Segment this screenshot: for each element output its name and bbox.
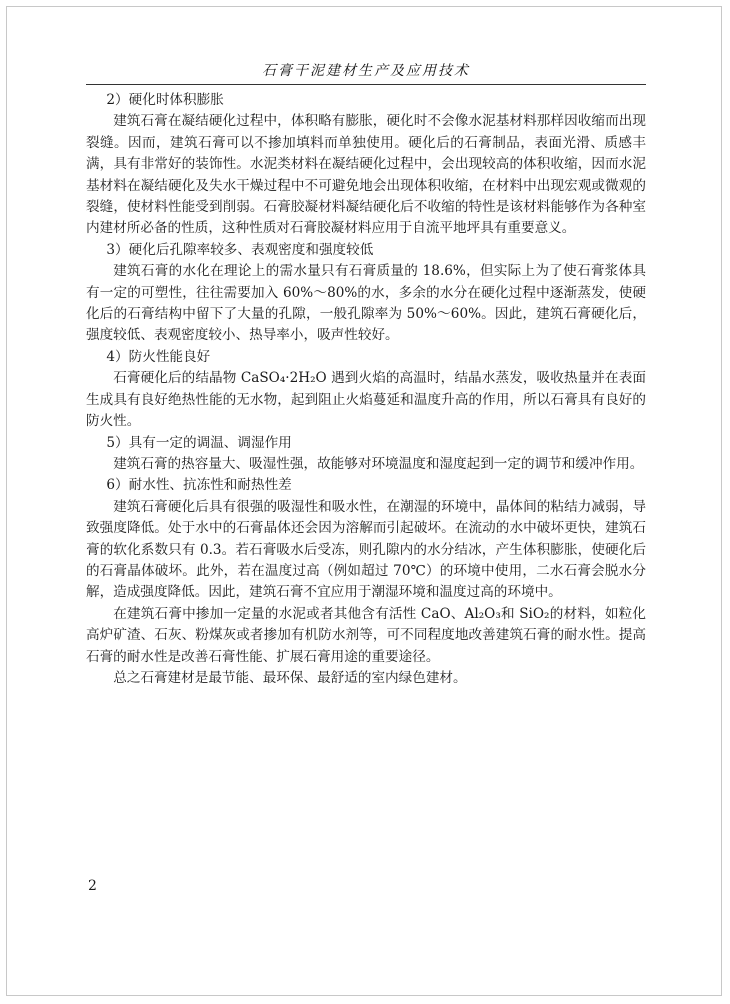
paragraph: 在建筑石膏中掺加一定量的水泥或者其他含有活性 CaO、Al₂O₃和 SiO₂的材料，如粒化高炉矿渣、石灰、粉煤灰或者掺加有机防水剂等，可不同程度地改善建筑石膏的耐水性。提高石膏的耐水性是改善石膏性能、扩展石膏用途的重要途径。 (86, 605, 646, 665)
paragraph: 总之石膏建材是最节能、最环保、最舒适的室内绿色建材。 (113, 669, 467, 686)
running-head: 石膏干泥建材生产及应用技术 (262, 63, 470, 79)
header-rule (86, 84, 646, 85)
section-heading-3: 3）硬化后孔隙率较多、表观密度和强度较低 (106, 241, 374, 258)
section-heading-2: 2）硬化时体积膨胀 (106, 92, 224, 108)
paragraph: 建筑石膏的热容量大、吸湿性强，故能够对环境温度和湿度起到一定的调节和缓冲作用。 (113, 455, 644, 472)
page-number: 2 (88, 878, 97, 894)
section-heading-6: 6）耐水性、抗冻性和耐热性差 (106, 477, 292, 494)
paragraph: 石膏硬化后的结晶物 CaSO₄·2H₂O 遇到火焰的高温时，结晶水蒸发，吸收热量并在表面生成具有良好绝热性能的无水物，起到阻止火焰蔓延和温度升高的作用，所以石膏具有良好的防火性。 (86, 370, 646, 430)
paragraph: 建筑石膏的水化在理论上的需水量只有石膏质量的 18.6%，但实际上为了使石膏浆体具有一定的可塑性，往往需要加入 60%～80%的水，多余的水分在硬化过程中逐渐蒸发，使硬化后的石膏结构中留下了大量的孔隙，一般孔隙率为 50%～60%。因此，建筑石膏硬化后，强度较低、表观密度较小、热导率小，吸声性较好。 (86, 263, 646, 344)
paragraph: 建筑石膏在凝结硬化过程中，体积略有膨胀，硬化时不会像水泥基材料那样因收缩而出现裂缝。因而，建筑石膏可以不掺加填料而单独使用。硬化后的石膏制品，表面光滑、质感丰满，具有非常好的装饰性。水泥类材料在凝结硬化过程中，会出现较高的体积收缩，因而水泥基材料在凝结硬化及失水干燥过程中不可避免地会出现体积收缩，在材料中出现宏观或微观的裂缝，使材料性能受到削弱。石膏胶凝材料凝结硬化后不收缩的特性是该材料能够作为各种室内建材所必备的性质，这种性质对石膏胶凝材料应用于自流平地坪具有重要意义。 (86, 113, 646, 237)
body-text (86, 90, 646, 689)
paragraph: 建筑石膏硬化后具有很强的吸湿性和吸水性，在潮湿的环境中，晶体间的粘结力减弱，导致强度降低。处于水中的石膏晶体还会因为溶解而引起破坏。在流动的水中破坏更快，建筑石膏的软化系数只有 0.3。若石膏吸水后受冻，则孔隙内的水分结冰，产生体积膨胀，使硬化后的石膏晶体破坏。此外，若在温度过高（例如超过 70℃）的环境中使用，二水石膏会脱水分解，造成强度降低。因此，建筑石膏不宜应用于潮湿环境和温度过高的环境中。 (86, 498, 646, 601)
section-heading-4: 4）防火性能良好 (106, 348, 211, 365)
section-heading-5: 5）具有一定的调温、调湿作用 (106, 434, 292, 451)
